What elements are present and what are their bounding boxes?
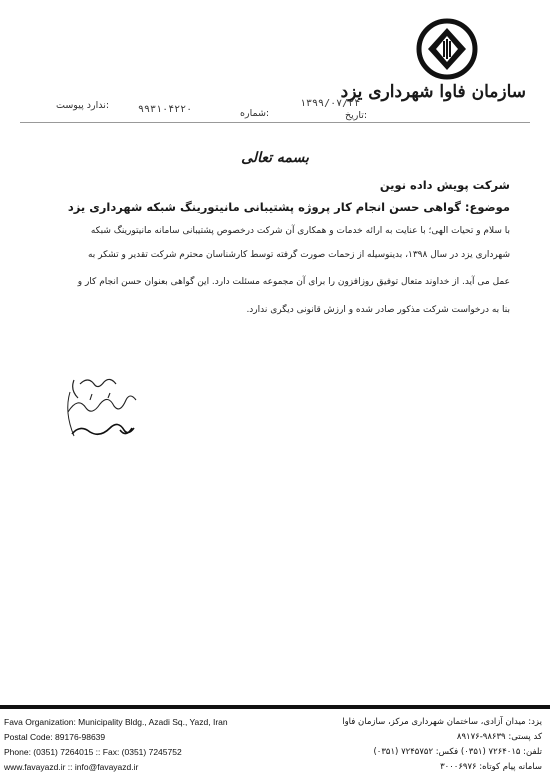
body-line: بنا به درخواست شرکت مذکور صادر شده و ارزش قانونی دیگری ندارد. bbox=[246, 305, 510, 315]
bismillah-heading: بسمه تعالی bbox=[241, 150, 309, 166]
letter-subject: موضوع: گواهی حسن انجام کار پروژه پشتیبانی مانیتورینگ شبکه شهرداری یزد bbox=[67, 200, 510, 214]
fava-logo-icon bbox=[416, 16, 478, 82]
number-label-wrap bbox=[240, 108, 269, 130]
date-label-wrap bbox=[345, 110, 367, 132]
date-label: تاریخ: bbox=[345, 110, 368, 121]
website-link[interactable]: www.favayazd.ir bbox=[4, 762, 66, 772]
footer-address-fa: یزد: میدان آزادی، ساختمان شهرداری مرکز، سازمان فاوا bbox=[342, 717, 542, 727]
footer-postal-fa: کد پستی: ۹۸۶۳۹-۸۹۱۷۶ bbox=[456, 732, 542, 742]
body-line: با سلام و تحیات الهی؛ با عنایت به ارائه خدمات و همکاری آن شرکت درخصوص پشتیبانی سامانه مانیتورینگ شبکه bbox=[90, 226, 510, 236]
header-divider bbox=[20, 122, 530, 123]
footer-divider bbox=[0, 705, 550, 709]
number-value: ۹۹۳۱۰۴۲۲۰ bbox=[138, 104, 193, 115]
footer-address-en: Fava Organization: Municipality Bldg., Azadi Sq., Yazd, Iran bbox=[4, 717, 228, 727]
email-link[interactable]: info@favayazd.ir bbox=[74, 762, 139, 772]
handwritten-signature bbox=[60, 372, 170, 452]
organization-name: سازمان فاوا شهرداری یزد bbox=[340, 82, 526, 102]
footer-phone-en: Phone: (0351) 7264015 :: Fax: (0351) 7245752 bbox=[4, 747, 182, 757]
attachment-field bbox=[40, 100, 109, 122]
body-line: شهرداری یزد در سال ۱۳۹۸، بدینوسیله از زحمات صورت گرفته توسط کارشناسان محترم شرکت تقدیر و تشکر به bbox=[87, 250, 510, 260]
recipient-name: شرکت پویش داده نوین bbox=[379, 178, 510, 192]
footer-contact-en bbox=[4, 762, 138, 772]
footer-phone-fa: تلفن: ۷۲۶۴۰۱۵ (۰۳۵۱) فکس: ۷۲۴۵۷۵۲ (۰۳۵۱) bbox=[373, 747, 542, 757]
attachment-label: پیوست: bbox=[56, 100, 110, 111]
attachment-value: ندارد bbox=[86, 100, 106, 111]
date-value: ۱۳۹۹/۰۷/۲۴ bbox=[300, 98, 361, 109]
footer-postal-en: Postal Code: 89176-98639 bbox=[4, 732, 106, 742]
footer-separator: :: bbox=[67, 762, 73, 772]
footer-sms-fa: سامانه پیام کوتاه: ۳۰۰۰۶۹۷۶ bbox=[440, 762, 542, 772]
number-label: شماره: bbox=[240, 108, 270, 119]
body-line: عمل می آید. از خداوند متعال توفیق روزافزون را برای آن مجموعه مسئلت دارد. این گواهی بعنوان حسن انجام کار و bbox=[77, 277, 510, 287]
